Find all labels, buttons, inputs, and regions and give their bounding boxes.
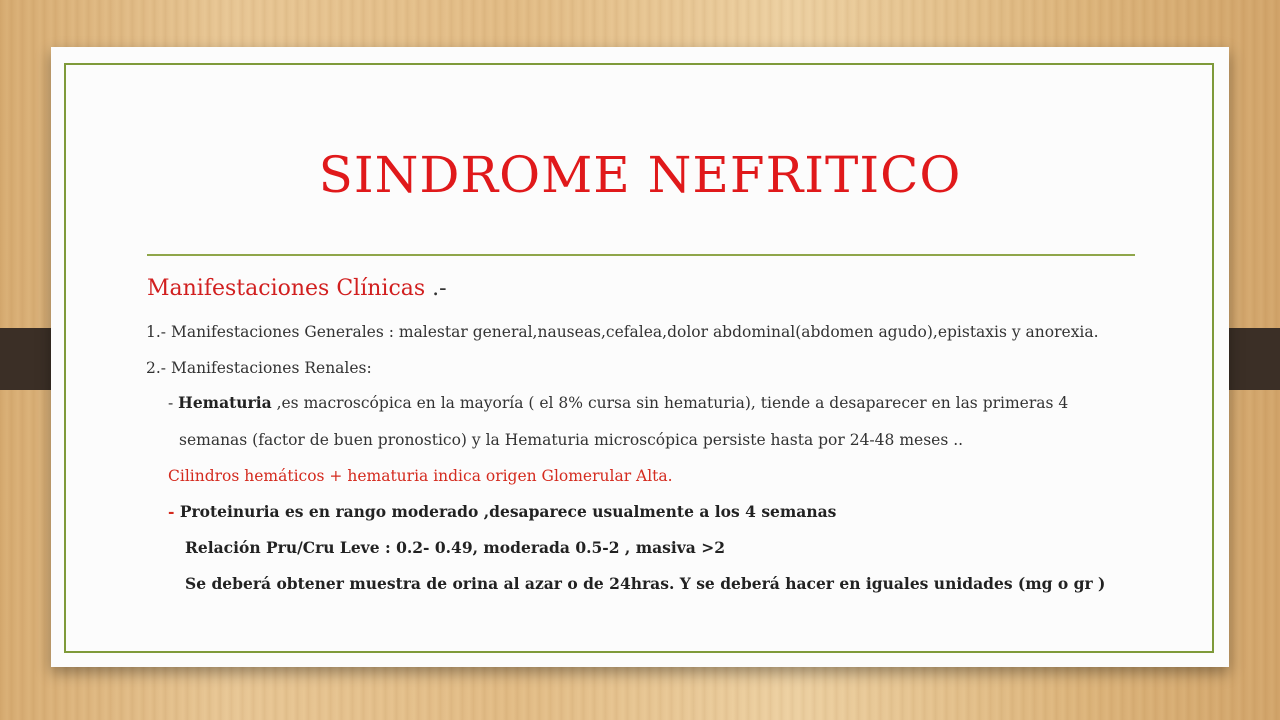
slide-body	[51, 47, 1229, 667]
proteinuria-text: Proteinuria es en rango moderado ,desaparece usualmente a los 4 semanas	[179, 502, 837, 521]
slide-title: SINDROME NEFRITICO	[318, 146, 962, 204]
renal-manifestations-heading: 2.- Manifestaciones Renales:	[146, 359, 372, 377]
section-heading-text: Manifestaciones Clínicas	[147, 276, 426, 301]
pru-cru-ratio-line: Relación Pru/Cru Leve : 0.2- 0.49, moderada 0.5-2 , masiva >2	[185, 538, 725, 557]
proteinuria-line	[168, 501, 836, 523]
hematuria-term: Hematuria	[178, 393, 272, 412]
cilindros-note: Cilindros hemáticos + hematuria indica origen Glomerular Alta.	[168, 467, 673, 485]
slide-card	[51, 47, 1229, 667]
section-heading	[147, 275, 447, 303]
section-heading-suffix: .-	[425, 276, 447, 301]
hematuria-line	[168, 392, 1068, 414]
sample-instructions-line: Se deberá obtener muestra de orina al azar o de 24hras. Y se deberá hacer en iguales unidades (mg o gr )	[185, 574, 1106, 593]
hematuria-dash: -	[168, 394, 179, 412]
hematuria-continuation: semanas (factor de buen pronostico) y la Hematuria microscópica persiste hasta por 24-48 meses ..	[179, 431, 964, 449]
proteinuria-dash: -	[168, 502, 180, 521]
hematuria-description: ,es macroscópica en la mayoría ( el 8% cursa sin hematuria), tiende a desaparecer en las primeras 4	[271, 394, 1069, 412]
general-manifestations-line: 1.- Manifestaciones Generales : malestar general,nauseas,cefalea,dolor abdominal(abdomen agudo),epistaxis y anorexia.	[146, 323, 1099, 341]
